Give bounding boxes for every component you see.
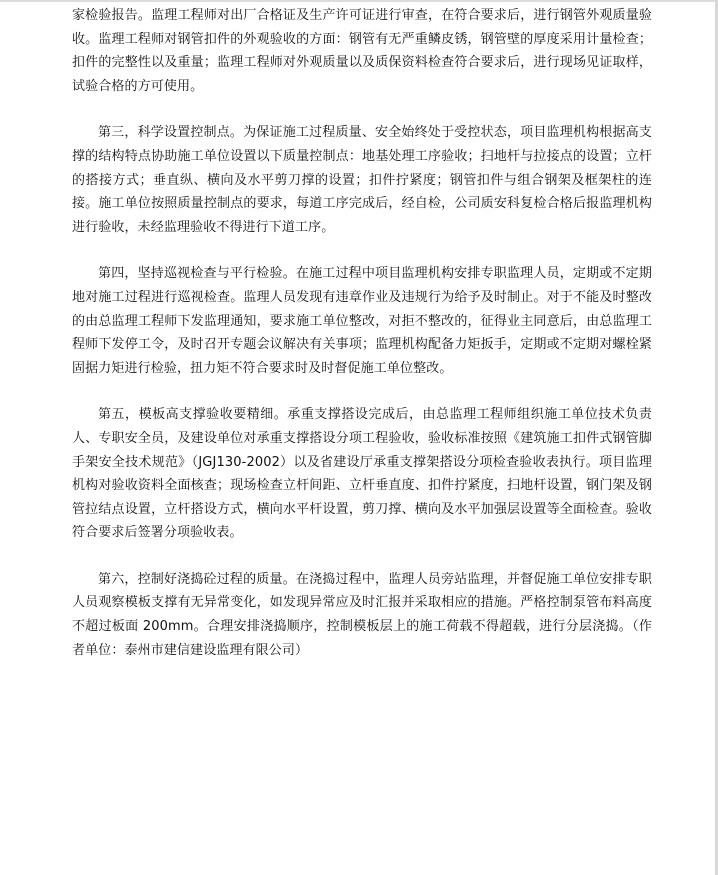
paragraph-sixth-point: 第六，控制好浇捣砼过程的质量。在浇捣过程中，监理人员旁站监理，并督促施工单位安排专职人员观察模板支撑有无异常变化，如发现异常应及时汇报并采取相应的措施。严格控制泵管布料高度不超过板面 200mm。合理安排浇捣顺序，控制模板层上的施工荷载不得超载，进行分层浇捣。（作者单位：泰州市建信建设监理有限公司）: [72, 571, 652, 658]
paragraph-fourth-point: 第四，坚持巡视检查与平行检验。在施工过程中项目监理机构安排专职监理人员，定期或不定期地对施工过程进行巡视检查。监理人员发现有违章作业及违规行为给予及时制止。对于不能及时整改的由总监理工程师下发监理通知，要求施工单位整改，对拒不整改的，征得业主同意后，由总监理工程师下发停工令，及时召开专题会议解决有关事项；监理机构配备力矩扳手，定期或不定期对螺栓紧固据力矩进行检验，扭力矩不符合要求时及时督促施工单位整改。: [72, 266, 652, 376]
paragraph-third-point: 第三，科学设置控制点。为保证施工过程质量、安全始终处于受控状态，项目监理机构根据高支撑的结构特点协助施工单位设置以下质量控制点：地基处理工序验收；扫地杆与拉接点的设置；立杆的搭接方式；垂直纵、横向及水平剪刀撑的设置；扣件拧紧度；钢管扣件与组合钢架及框架柱的连接。施工单位按照质量控制点的要求，每道工序完成后，经自检，公司质安科复检合格后报监理机构进行验收，未经监理验收不得进行下道工序。: [72, 125, 652, 235]
page-top-divider: [0, 0, 718, 2]
document-body: [72, 4, 652, 685]
paragraph-continuation: 家检验报告。监理工程师对出厂合格证及生产许可证进行审查，在符合要求后，进行钢管外观质量验收。监理工程师对钢管扣件的外观验收的方面：钢管有无严重鳞皮锈，钢管壁的厚度采用计量检查；扣件的完整性以及重量；监理工程师对外观质量以及质保资料检查符合要求后，进行现场见证取样，试验合格的方可使用。: [72, 8, 652, 94]
paragraph-fifth-point: 第五，模板高支撑验收要精细。承重支撑搭设完成后，由总监理工程师组织施工单位技术负责人、专职安全员，及建设单位对承重支撑搭设分项工程验收，验收标准按照《建筑施工扣件式钢管脚手架安全技术规范》（JGJ130-2002）以及省建设厅承重支撑架搭设分项检查验收表执行。项目监理机构对验收资料全面核查；现场检查立杆间距、立杆垂直度、扣件拧紧度，扫地杆设置，钢门架及钢管拉结点设置，立杆搭设方式，横向水平杆设置，剪刀撑、横向及水平加强层设置等全面检查。验收符合要求后签署分项验收表。: [72, 407, 652, 541]
